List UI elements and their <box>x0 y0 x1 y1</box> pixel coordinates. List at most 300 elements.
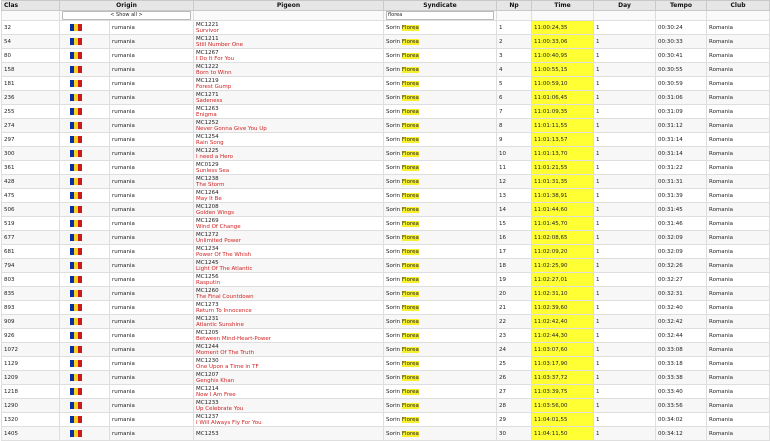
pigeon-cell[interactable] <box>194 385 384 399</box>
romania-flag-icon <box>70 136 82 143</box>
time-cell: 11:01:38,91 <box>532 189 594 203</box>
clas-cell: 297 <box>2 133 60 147</box>
col-header-syndicate[interactable]: Syndicate <box>384 1 497 11</box>
day-cell: 1 <box>594 301 656 315</box>
romania-flag-icon <box>70 430 82 437</box>
np-cell: 28 <box>497 399 532 413</box>
flag-cell <box>60 301 110 315</box>
pigeon-cell[interactable] <box>194 315 384 329</box>
time-cell: 11:01:21,55 <box>532 161 594 175</box>
syndicate-last-name: Florea <box>401 38 419 45</box>
table-row[interactable] <box>2 329 770 343</box>
flag-cell <box>60 385 110 399</box>
pigeon-cell[interactable] <box>194 399 384 413</box>
club-cell: Romania <box>707 21 770 35</box>
pigeon-id: MC1205 <box>196 329 219 336</box>
romania-flag-icon <box>70 66 82 73</box>
flag-cell <box>60 245 110 259</box>
day-cell: 1 <box>594 63 656 77</box>
origin-cell: rumania <box>110 357 194 371</box>
table-row[interactable] <box>2 203 770 217</box>
syndicate-cell <box>384 385 497 399</box>
pigeon-id: MC1233 <box>196 399 219 406</box>
romania-flag-icon <box>70 318 82 325</box>
day-cell: 1 <box>594 119 656 133</box>
table-row[interactable] <box>2 147 770 161</box>
romania-flag-icon <box>70 192 82 199</box>
table-row[interactable] <box>2 189 770 203</box>
pigeon-cell[interactable] <box>194 357 384 371</box>
syndicate-first-name: Sorin <box>386 122 401 129</box>
day-cell: 1 <box>594 217 656 231</box>
romania-flag-icon <box>70 94 82 101</box>
syndicate-cell <box>384 49 497 63</box>
syndicate-last-name: Florea <box>401 220 419 227</box>
table-row[interactable] <box>2 427 770 441</box>
pigeon-id: MC1245 <box>196 259 219 266</box>
pigeon-name-link[interactable]: Up Celebrate You <box>196 405 244 412</box>
np-cell: 23 <box>497 329 532 343</box>
time-cell: 11:01:13,70 <box>532 147 594 161</box>
origin-cell: rumania <box>110 91 194 105</box>
clas-cell: 54 <box>2 35 60 49</box>
club-cell: Romania <box>707 35 770 49</box>
club-cell: Romania <box>707 427 770 441</box>
table-row[interactable] <box>2 161 770 175</box>
syndicate-cell <box>384 427 497 441</box>
syndicate-last-name: Florea <box>401 164 419 171</box>
time-cell: 11:01:31,35 <box>532 175 594 189</box>
pigeon-id: MC1272 <box>196 231 219 238</box>
origin-cell: rumania <box>110 49 194 63</box>
table-row[interactable] <box>2 175 770 189</box>
pigeon-id: MC1254 <box>196 133 219 140</box>
table-row[interactable] <box>2 119 770 133</box>
pigeon-name-link[interactable]: Still Number One <box>196 41 244 48</box>
origin-cell: rumania <box>110 245 194 259</box>
tempo-cell: 00:30:33 <box>656 35 707 49</box>
flag-cell <box>60 175 110 189</box>
day-cell: 1 <box>594 413 656 427</box>
clas-cell: 926 <box>2 329 60 343</box>
np-cell: 21 <box>497 301 532 315</box>
flag-cell <box>60 413 110 427</box>
pigeon-cell[interactable] <box>194 147 384 161</box>
syndicate-last-name: Florea <box>401 360 419 367</box>
syndicate-last-name: Florea <box>401 430 419 437</box>
origin-cell: rumania <box>110 287 194 301</box>
romania-flag-icon <box>70 332 82 339</box>
pigeon-name-link[interactable]: Rain Song <box>196 139 224 146</box>
col-header-pigeon[interactable]: Pigeon <box>194 1 384 11</box>
romania-flag-icon <box>70 388 82 395</box>
pigeon-name-link[interactable]: Atlantic Sunshine <box>196 321 244 328</box>
pigeon-name-link[interactable]: One Upon a Time in TF <box>196 363 259 370</box>
tempo-cell: 00:33:40 <box>656 385 707 399</box>
origin-filter-select[interactable]: < Show all > <box>62 11 191 20</box>
pigeon-cell[interactable] <box>194 21 384 35</box>
np-cell: 15 <box>497 217 532 231</box>
pigeon-name-link[interactable]: The Final Countdown <box>196 293 254 300</box>
day-cell: 1 <box>594 49 656 63</box>
pigeon-cell[interactable] <box>194 203 384 217</box>
pigeon-name-link[interactable]: Moment Of The Truth <box>196 349 255 356</box>
clas-cell: 361 <box>2 161 60 175</box>
pigeon-cell[interactable] <box>194 301 384 315</box>
pigeon-cell[interactable] <box>194 371 384 385</box>
club-cell: Romania <box>707 385 770 399</box>
table-row[interactable] <box>2 217 770 231</box>
day-cell: 1 <box>594 133 656 147</box>
pigeon-name-link[interactable]: Rasputin <box>196 279 221 286</box>
romania-flag-icon <box>70 304 82 311</box>
np-cell: 5 <box>497 77 532 91</box>
pigeon-cell[interactable] <box>194 49 384 63</box>
clas-cell: 1072 <box>2 343 60 357</box>
pigeon-id: MC1238 <box>196 175 219 182</box>
club-cell: Romania <box>707 399 770 413</box>
col-header-clas[interactable]: Clas <box>2 1 60 11</box>
syndicate-first-name: Sorin <box>386 262 401 269</box>
tempo-cell: 00:31:14 <box>656 147 707 161</box>
pigeon-cell[interactable] <box>194 245 384 259</box>
pigeon-cell[interactable] <box>194 119 384 133</box>
pigeon-cell[interactable] <box>194 413 384 427</box>
day-cell: 1 <box>594 259 656 273</box>
np-cell: 12 <box>497 175 532 189</box>
flag-cell <box>60 203 110 217</box>
pigeon-cell[interactable] <box>194 161 384 175</box>
syndicate-first-name: Sorin <box>386 220 401 227</box>
table-row[interactable] <box>2 133 770 147</box>
syndicate-last-name: Florea <box>401 416 419 423</box>
origin-cell: rumania <box>110 385 194 399</box>
time-cell: 11:02:39,60 <box>532 301 594 315</box>
pigeon-id: MC1234 <box>196 245 219 252</box>
clas-cell: 274 <box>2 119 60 133</box>
table-row[interactable] <box>2 273 770 287</box>
club-cell: Romania <box>707 49 770 63</box>
pigeon-id: MC1260 <box>196 287 219 294</box>
table-row[interactable] <box>2 35 770 49</box>
pigeon-cell[interactable] <box>194 91 384 105</box>
pigeon-name-link[interactable]: I Do It For You <box>196 55 235 62</box>
syndicate-filter-input[interactable]: florea <box>386 11 494 20</box>
tempo-cell: 00:33:38 <box>656 371 707 385</box>
pigeon-cell[interactable] <box>194 427 384 441</box>
pigeon-name-link[interactable]: Light Of The Atlantic <box>196 265 253 272</box>
pigeon-cell[interactable] <box>194 273 384 287</box>
clas-cell: 893 <box>2 301 60 315</box>
results-body <box>2 21 770 441</box>
syndicate-last-name: Florea <box>401 304 419 311</box>
time-cell: 11:02:44,30 <box>532 329 594 343</box>
pigeon-name-link[interactable]: Power Of The Whish <box>196 251 252 258</box>
pigeon-cell[interactable] <box>194 35 384 49</box>
table-row[interactable] <box>2 105 770 119</box>
np-cell: 14 <box>497 203 532 217</box>
np-cell: 29 <box>497 413 532 427</box>
flag-cell <box>60 357 110 371</box>
club-cell: Romania <box>707 63 770 77</box>
np-cell: 7 <box>497 105 532 119</box>
origin-cell: rumania <box>110 315 194 329</box>
pigeon-cell[interactable] <box>194 287 384 301</box>
pigeon-cell[interactable] <box>194 105 384 119</box>
pigeon-id: MC1221 <box>196 21 219 28</box>
pigeon-name-link[interactable]: Born to Winn <box>196 69 232 76</box>
clas-cell: 1290 <box>2 399 60 413</box>
pigeon-cell[interactable] <box>194 259 384 273</box>
origin-cell: rumania <box>110 231 194 245</box>
syndicate-last-name: Florea <box>401 234 419 241</box>
syndicate-cell <box>384 329 497 343</box>
club-cell: Romania <box>707 161 770 175</box>
pigeon-name-link[interactable]: Never Gonna Give You Up <box>196 125 267 132</box>
romania-flag-icon <box>70 178 82 185</box>
time-cell: 11:02:09,20 <box>532 245 594 259</box>
pigeon-name-link[interactable]: Sadeness <box>196 97 223 104</box>
time-cell: 11:03:17,90 <box>532 357 594 371</box>
syndicate-last-name: Florea <box>401 136 419 143</box>
pigeon-cell[interactable] <box>194 189 384 203</box>
day-cell: 1 <box>594 371 656 385</box>
syndicate-cell <box>384 315 497 329</box>
tempo-cell: 00:30:55 <box>656 63 707 77</box>
syndicate-last-name: Florea <box>401 178 419 185</box>
romania-flag-icon <box>70 24 82 31</box>
flag-cell <box>60 35 110 49</box>
club-cell: Romania <box>707 245 770 259</box>
syndicate-first-name: Sorin <box>386 52 401 59</box>
pigeon-cell[interactable] <box>194 217 384 231</box>
col-header-np[interactable]: Np <box>497 1 532 11</box>
np-cell: 2 <box>497 35 532 49</box>
club-cell: Romania <box>707 273 770 287</box>
time-cell: 11:01:13,57 <box>532 133 594 147</box>
day-cell: 1 <box>594 105 656 119</box>
syndicate-first-name: Sorin <box>386 150 401 157</box>
syndicate-last-name: Florea <box>401 332 419 339</box>
pigeon-cell[interactable] <box>194 231 384 245</box>
club-cell: Romania <box>707 133 770 147</box>
flag-cell <box>60 49 110 63</box>
origin-cell: rumania <box>110 273 194 287</box>
time-cell: 11:01:06,45 <box>532 91 594 105</box>
pigeon-id: MC1269 <box>196 217 219 224</box>
syndicate-last-name: Florea <box>401 66 419 73</box>
np-cell: 9 <box>497 133 532 147</box>
pigeon-name-link[interactable]: May It Be <box>196 195 222 202</box>
table-row[interactable] <box>2 385 770 399</box>
flag-cell <box>60 399 110 413</box>
syndicate-cell <box>384 245 497 259</box>
romania-flag-icon <box>70 164 82 171</box>
pigeon-name-link[interactable]: Unlimited Power <box>196 237 241 244</box>
table-row[interactable] <box>2 49 770 63</box>
syndicate-first-name: Sorin <box>386 164 401 171</box>
pigeon-cell[interactable] <box>194 63 384 77</box>
romania-flag-icon <box>70 276 82 283</box>
syndicate-cell <box>384 147 497 161</box>
tempo-cell: 00:31:22 <box>656 161 707 175</box>
table-row[interactable] <box>2 357 770 371</box>
syndicate-cell <box>384 399 497 413</box>
club-cell: Romania <box>707 105 770 119</box>
pigeon-name-link[interactable]: Between Mind-Heart-Power <box>196 335 271 342</box>
col-header-time[interactable]: Time <box>532 1 594 11</box>
romania-flag-icon <box>70 402 82 409</box>
table-row[interactable] <box>2 77 770 91</box>
table-row[interactable] <box>2 343 770 357</box>
syndicate-cell <box>384 119 497 133</box>
col-header-day[interactable]: Day <box>594 1 656 11</box>
syndicate-cell <box>384 231 497 245</box>
flag-cell <box>60 161 110 175</box>
table-row[interactable] <box>2 413 770 427</box>
table-row[interactable] <box>2 287 770 301</box>
syndicate-cell <box>384 343 497 357</box>
np-cell: 6 <box>497 91 532 105</box>
table-row[interactable] <box>2 231 770 245</box>
flag-cell <box>60 231 110 245</box>
tempo-cell: 00:32:40 <box>656 301 707 315</box>
pigeon-id: MC1273 <box>196 301 219 308</box>
day-cell: 1 <box>594 385 656 399</box>
table-row[interactable] <box>2 315 770 329</box>
syndicate-last-name: Florea <box>401 150 419 157</box>
np-cell: 20 <box>497 287 532 301</box>
origin-cell: rumania <box>110 161 194 175</box>
syndicate-first-name: Sorin <box>386 388 401 395</box>
syndicate-first-name: Sorin <box>386 66 401 73</box>
syndicate-first-name: Sorin <box>386 318 401 325</box>
syndicate-cell <box>384 189 497 203</box>
time-cell: 11:00:55,15 <box>532 63 594 77</box>
pigeon-name-link[interactable]: Genghis Khan <box>196 377 235 384</box>
pigeon-id: MC1271 <box>196 91 219 98</box>
table-row[interactable] <box>2 91 770 105</box>
flag-cell <box>60 63 110 77</box>
syndicate-cell <box>384 273 497 287</box>
club-cell: Romania <box>707 203 770 217</box>
origin-cell: rumania <box>110 63 194 77</box>
day-cell: 1 <box>594 77 656 91</box>
syndicate-first-name: Sorin <box>386 80 401 87</box>
pigeon-name-link[interactable]: Enigma <box>196 111 217 118</box>
pigeon-id: MC0129 <box>196 161 219 168</box>
pigeon-name-link[interactable]: Return To Innocence <box>196 307 252 314</box>
flag-cell <box>60 217 110 231</box>
pigeon-name-link[interactable]: I Will Always Fly For You <box>196 419 262 426</box>
pigeon-cell[interactable] <box>194 133 384 147</box>
results-table <box>1 0 770 441</box>
flag-cell <box>60 91 110 105</box>
np-cell: 18 <box>497 259 532 273</box>
table-row[interactable] <box>2 301 770 315</box>
tempo-cell: 00:31:46 <box>656 217 707 231</box>
syndicate-cell <box>384 287 497 301</box>
pigeon-name-link[interactable]: Wind Of Change <box>196 223 241 230</box>
origin-cell: rumania <box>110 203 194 217</box>
table-row[interactable] <box>2 245 770 259</box>
pigeon-name-link[interactable]: Sunless Sea <box>196 167 230 174</box>
syndicate-cell <box>384 35 497 49</box>
time-cell: 11:02:27,01 <box>532 273 594 287</box>
day-cell: 1 <box>594 35 656 49</box>
syndicate-first-name: Sorin <box>386 276 401 283</box>
pigeon-cell[interactable] <box>194 329 384 343</box>
syndicate-last-name: Florea <box>401 262 419 269</box>
table-row[interactable] <box>2 371 770 385</box>
clas-cell: 909 <box>2 315 60 329</box>
syndicate-last-name: Florea <box>401 248 419 255</box>
syndicate-cell <box>384 259 497 273</box>
syndicate-last-name: Florea <box>401 318 419 325</box>
pigeon-id: MC1264 <box>196 189 219 196</box>
pigeon-id: MC1237 <box>196 413 219 420</box>
pigeon-name-link[interactable]: Forest Gump <box>196 83 232 90</box>
syndicate-first-name: Sorin <box>386 304 401 311</box>
club-cell: Romania <box>707 315 770 329</box>
flag-cell <box>60 259 110 273</box>
clas-cell: 32 <box>2 21 60 35</box>
table-row[interactable] <box>2 259 770 273</box>
flag-cell <box>60 77 110 91</box>
np-cell: 3 <box>497 49 532 63</box>
romania-flag-icon <box>70 346 82 353</box>
pigeon-id: MC1253 <box>196 430 219 437</box>
syndicate-last-name: Florea <box>401 80 419 87</box>
pigeon-cell[interactable] <box>194 343 384 357</box>
table-row[interactable] <box>2 63 770 77</box>
syndicate-cell <box>384 217 497 231</box>
time-cell: 11:03:56,00 <box>532 399 594 413</box>
clas-cell: 255 <box>2 105 60 119</box>
syndicate-cell <box>384 77 497 91</box>
clas-cell: 475 <box>2 189 60 203</box>
pigeon-name-link[interactable]: Survivor <box>196 27 219 34</box>
syndicate-cell <box>384 357 497 371</box>
tempo-cell: 00:31:06 <box>656 91 707 105</box>
table-row[interactable] <box>2 399 770 413</box>
flag-cell <box>60 371 110 385</box>
syndicate-first-name: Sorin <box>386 94 401 101</box>
origin-cell: rumania <box>110 119 194 133</box>
day-cell: 1 <box>594 147 656 161</box>
col-header-club[interactable]: Club <box>707 1 770 11</box>
tempo-cell: 00:30:59 <box>656 77 707 91</box>
col-header-tempo[interactable]: Tempo <box>656 1 707 11</box>
syndicate-last-name: Florea <box>401 402 419 409</box>
table-row[interactable] <box>2 21 770 35</box>
clas-cell: 236 <box>2 91 60 105</box>
col-header-origin[interactable]: Origin <box>60 1 194 11</box>
pigeon-name-link[interactable]: Golden Wings <box>196 209 234 216</box>
pigeon-name-link[interactable]: Now I Am Free <box>196 391 236 398</box>
pigeon-cell[interactable] <box>194 175 384 189</box>
pigeon-name-link[interactable]: I need a Hero <box>196 153 234 160</box>
clas-cell: 803 <box>2 273 60 287</box>
pigeon-id: MC1208 <box>196 203 219 210</box>
syndicate-cell <box>384 203 497 217</box>
pigeon-name-link[interactable]: The Storm <box>196 181 225 188</box>
np-cell: 4 <box>497 63 532 77</box>
origin-cell: rumania <box>110 77 194 91</box>
syndicate-first-name: Sorin <box>386 136 401 143</box>
syndicate-first-name: Sorin <box>386 248 401 255</box>
pigeon-cell[interactable] <box>194 77 384 91</box>
